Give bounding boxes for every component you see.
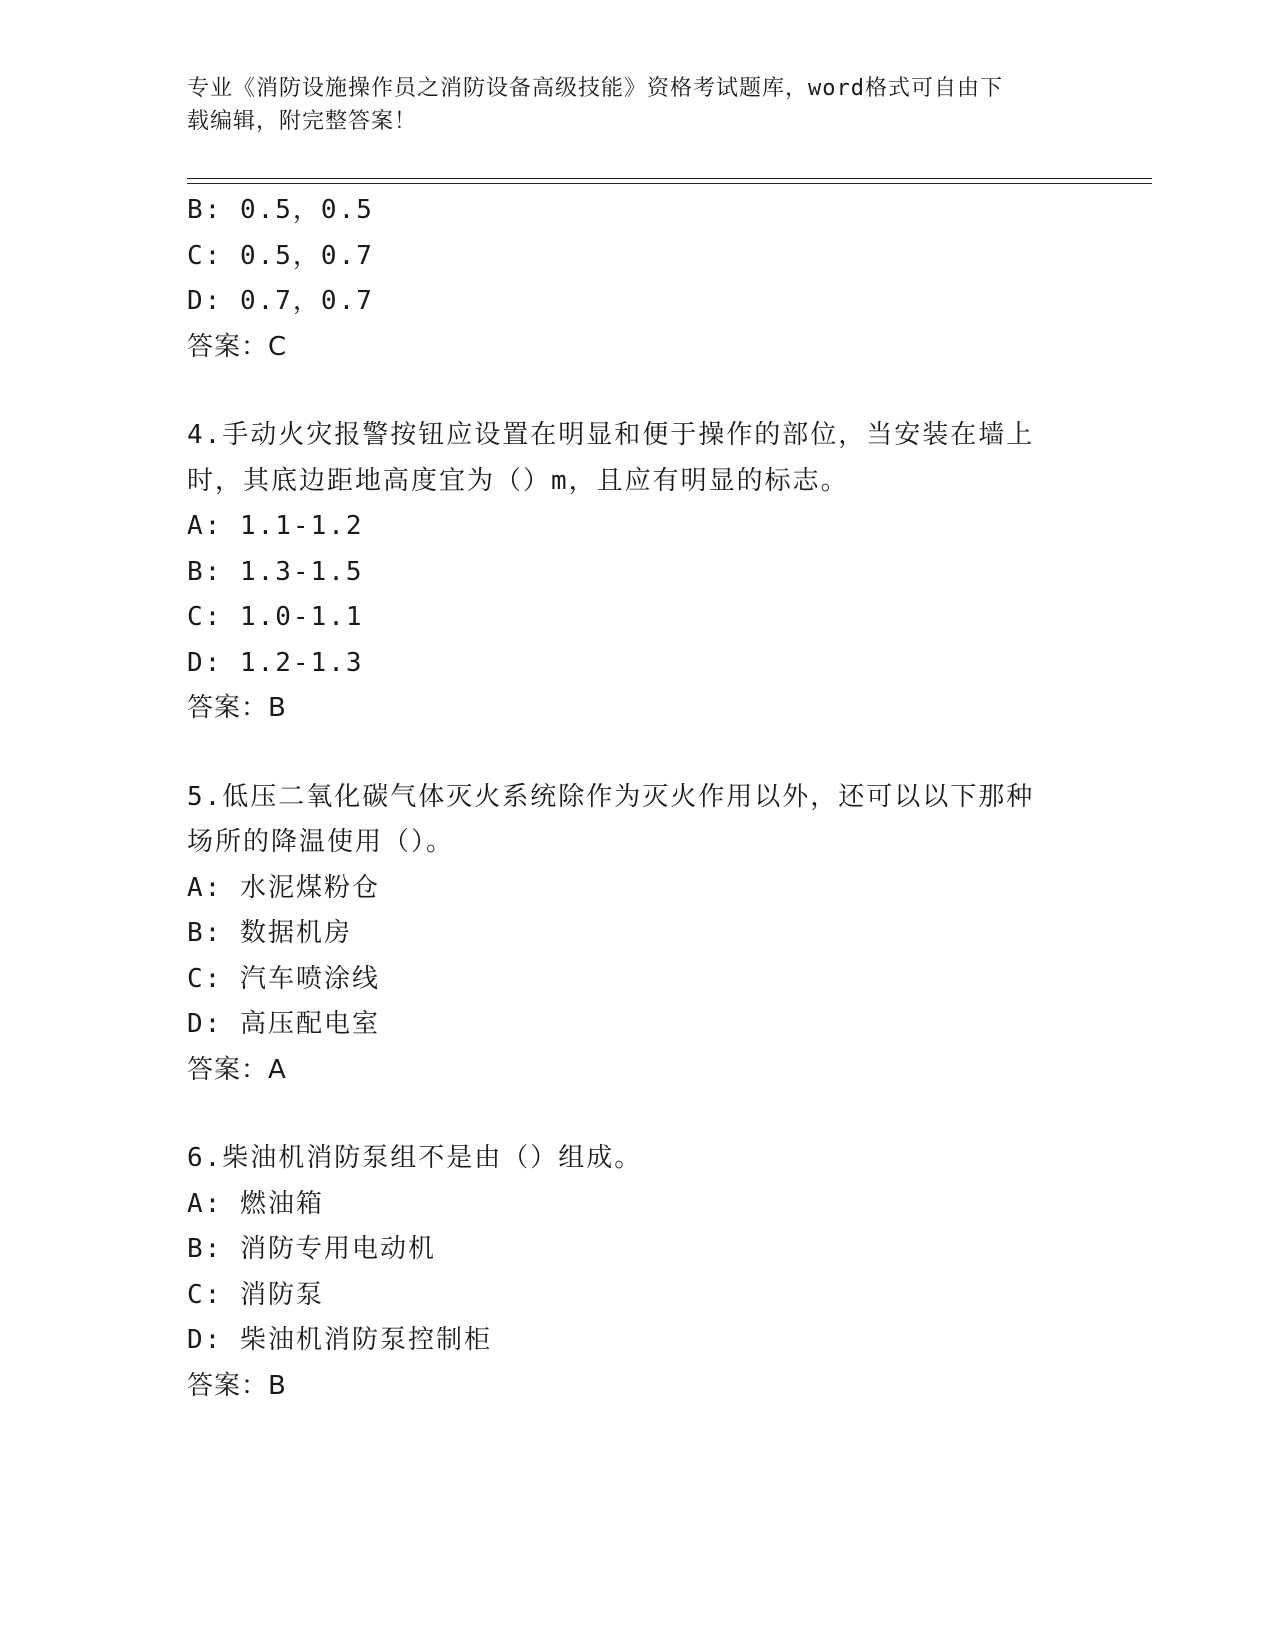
spacer <box>187 732 1087 775</box>
question-text: 时，其底边距地高度宜为（）m，且应有明显的标志。 <box>187 465 849 496</box>
option-c: C: 汽车喷涂线 <box>187 963 380 994</box>
option-c: C: 1.0-1.1 <box>187 602 364 632</box>
question-text: 6.柴油机消防泵组不是由（）组成。 <box>187 1143 643 1173</box>
header-rule-bottom <box>187 183 1152 184</box>
question-list <box>187 188 1087 1409</box>
spacer <box>187 370 1087 413</box>
option-d: D: 0.7，0.7 <box>187 286 374 316</box>
option-b: B: 数据机房 <box>187 918 352 948</box>
question-5 <box>187 775 1087 1094</box>
question-6 <box>187 1136 1087 1409</box>
header-rule-top <box>187 178 1152 179</box>
question-text: 5.低压二氧化碳气体灭火系统除作为灭火作用以外，还可以以下那种 <box>187 781 1035 812</box>
spacer <box>187 1093 1087 1136</box>
option-b: B: 1.3-1.5 <box>187 556 364 587</box>
option-d: D: 高压配电室 <box>187 1009 380 1039</box>
document-header <box>187 72 1087 138</box>
option-c: C: 0.5，0.7 <box>187 240 374 271</box>
question-4 <box>187 413 1087 732</box>
option-a: A: 燃油箱 <box>187 1188 324 1219</box>
question-text: 4.手动火灾报警按钮应设置在明显和便于操作的部位，当安装在墙上 <box>187 420 1035 450</box>
question-text: 场所的降温使用（）。 <box>187 827 455 857</box>
answer-line: 答案：A <box>187 1054 287 1085</box>
option-a: A: 水泥煤粉仓 <box>187 872 380 903</box>
answer-line: 答案：B <box>187 693 287 723</box>
option-c: C: 消防泵 <box>187 1279 324 1310</box>
option-b: B: 消防专用电动机 <box>187 1234 436 1264</box>
option-a: A: 1.1-1.2 <box>187 511 364 541</box>
answer-line: 答案：C <box>187 331 288 362</box>
option-b: B: 0.5，0.5 <box>187 195 374 225</box>
question-3-continued <box>187 188 1087 370</box>
header-line-1: 专业《消防设施操作员之消防设备高级技能》资格考试题库，word格式可自由下 <box>187 76 1003 101</box>
answer-line: 答案：B <box>187 1370 287 1401</box>
header-line-2: 载编辑，附完整答案！ <box>187 109 418 134</box>
option-d: D: 柴油机消防泵控制柜 <box>187 1325 492 1355</box>
option-d: D: 1.2-1.3 <box>187 647 364 678</box>
